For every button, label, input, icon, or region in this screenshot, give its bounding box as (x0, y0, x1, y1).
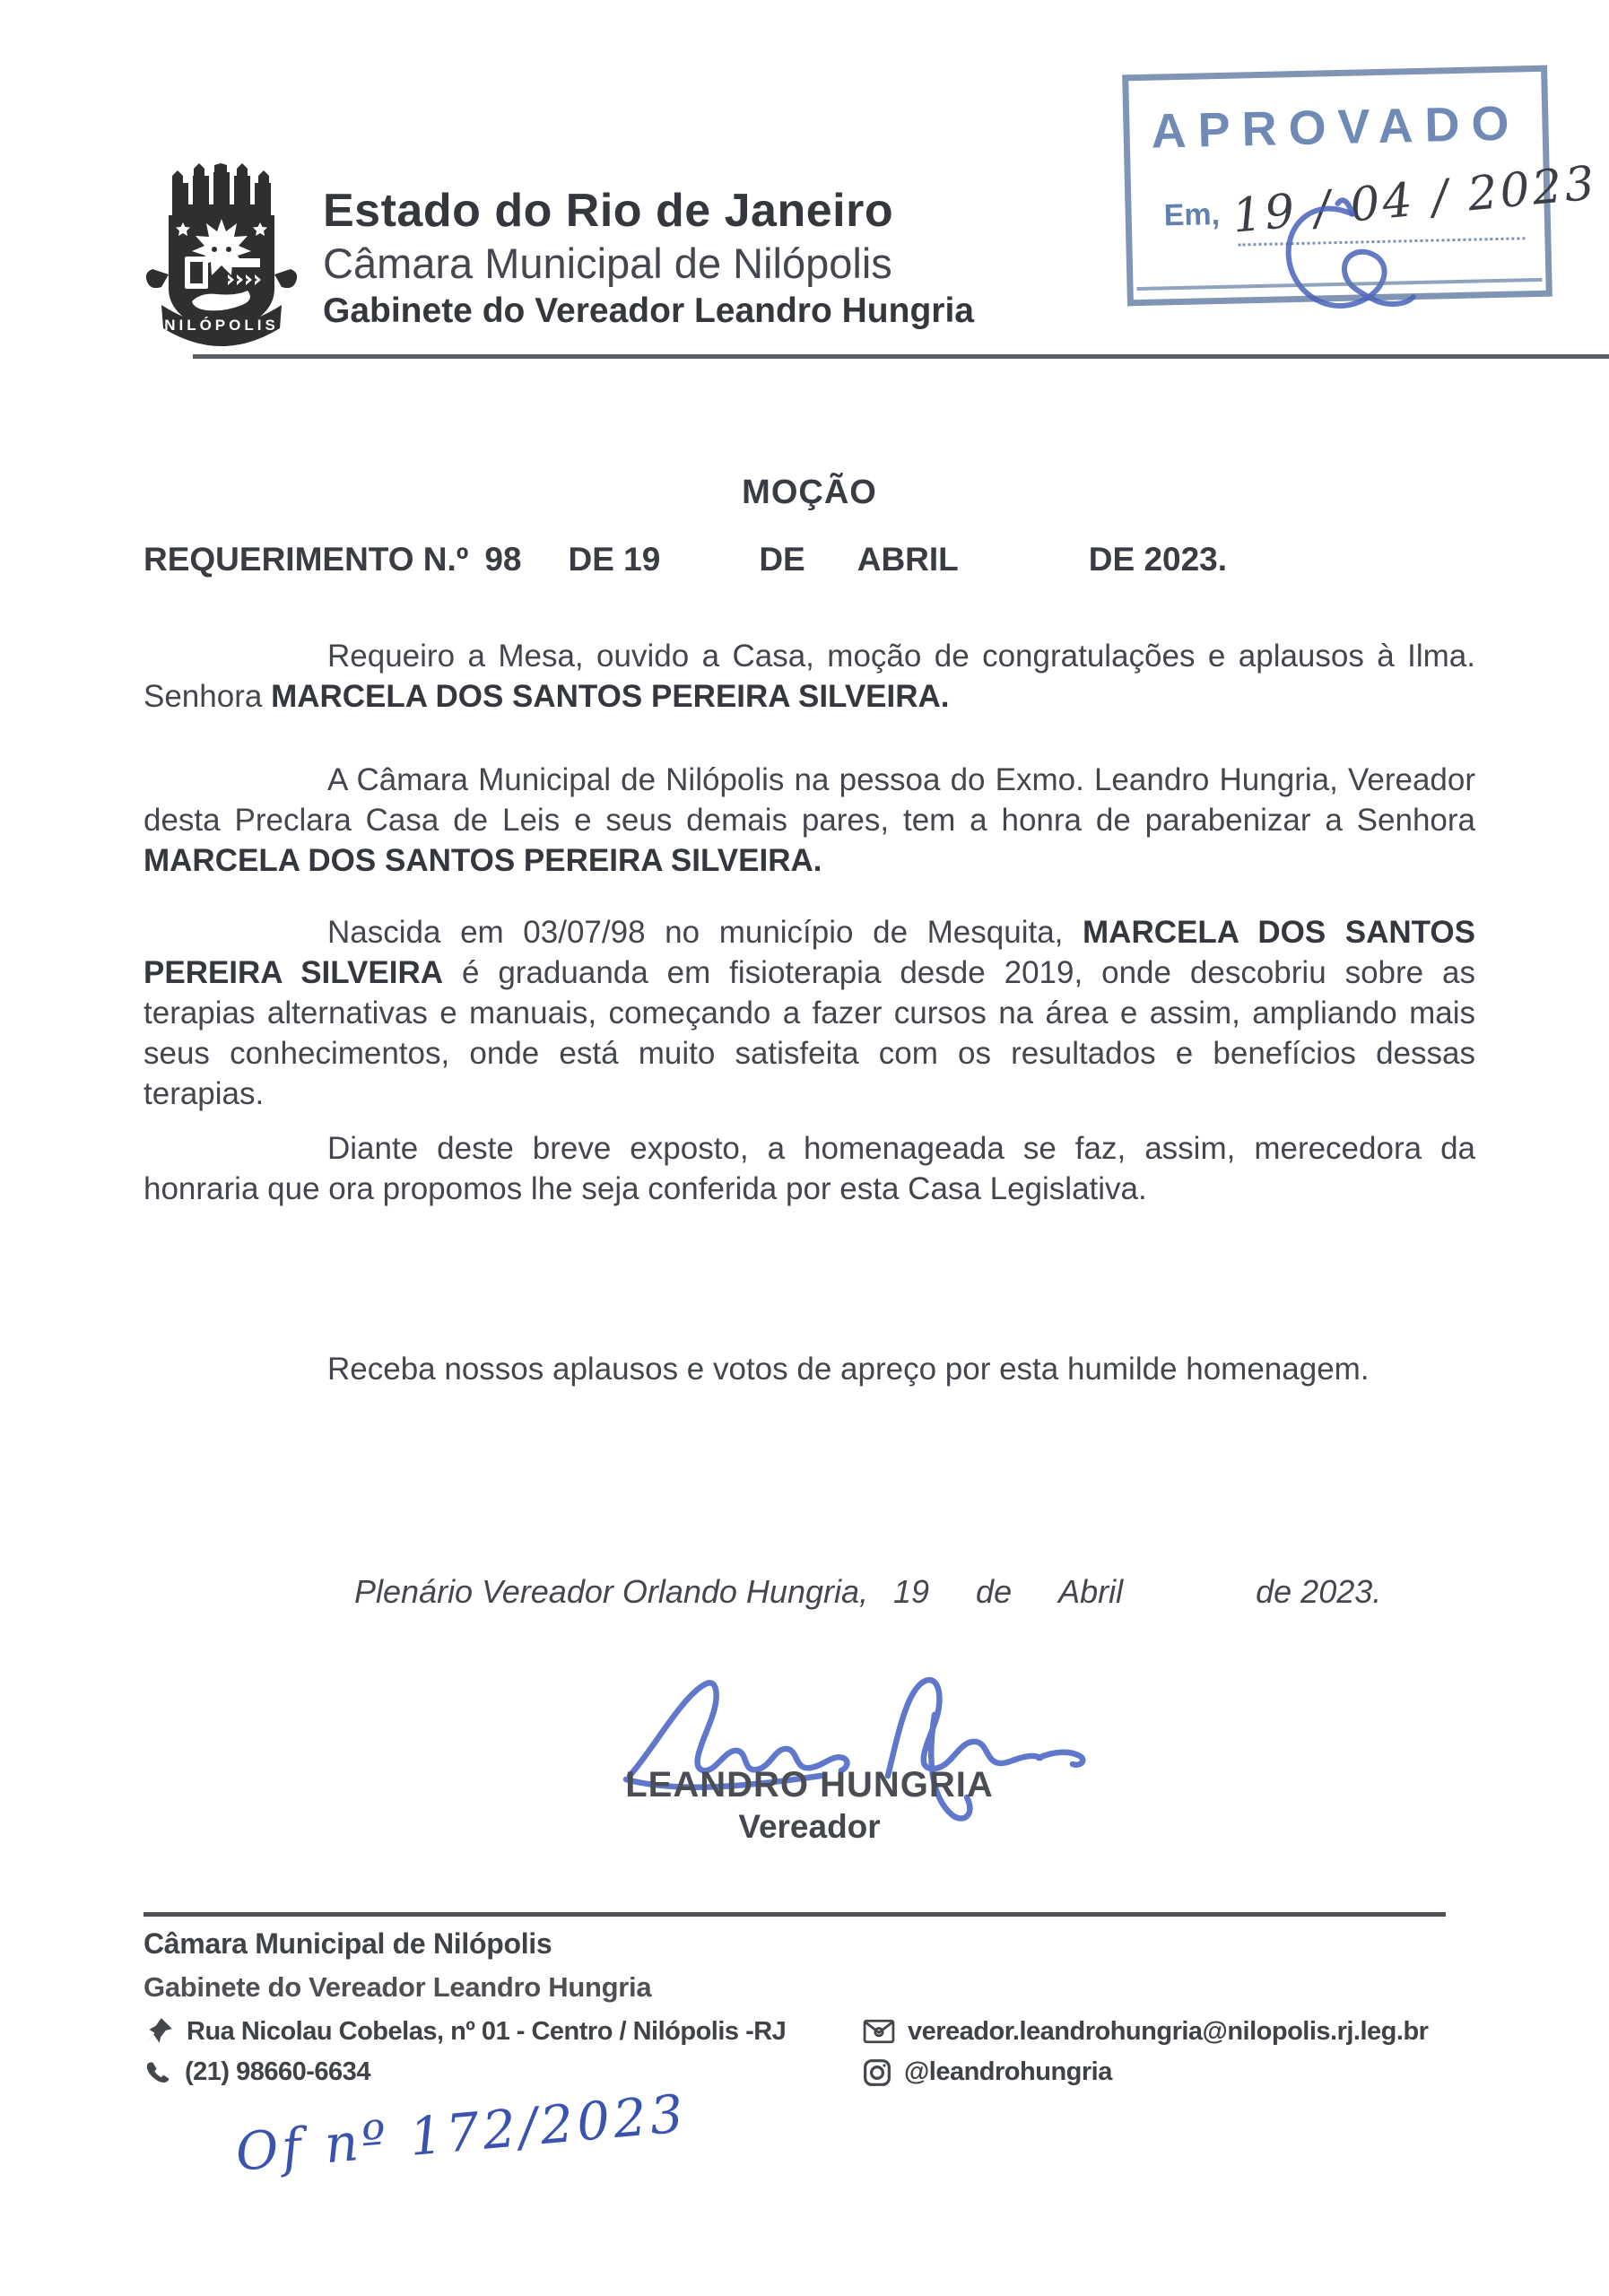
letterhead (323, 185, 974, 331)
requerimento-line: REQUERIMENTO N.º 98 DE 19 DE ABRIL DE 2023. (144, 541, 1228, 578)
email-row (863, 2016, 1446, 2047)
social-text: @leandrohungria (904, 2057, 1112, 2086)
paragraph: Diante deste breve exposto, a homenageada se faz, assim, merecedora da honraria que ora propomos lhe seja conferida por esta Casa Legislativa. (144, 1131, 1475, 1206)
header-rule (193, 354, 1609, 359)
nilopolis-crest (142, 163, 301, 352)
social-row (863, 2057, 1446, 2087)
paragraph: Requeiro a Mesa, ouvido a Casa, moção de congratulações e aplausos à Ilma. Senhora MARCELA DOS SANTOS PEREIRA SILVEIRA. (144, 639, 1475, 714)
stamp-date-label: Em, (1163, 196, 1221, 233)
stamp-handwritten-date: 19 / 04 / 2023 (1230, 156, 1600, 244)
paragraph: Receba nossos aplausos e votos de apreço por esta humilde homenagem. (327, 1352, 1370, 1387)
phone-row (144, 2057, 863, 2087)
footer-rule (144, 1912, 1446, 1917)
address-text: Rua Nicolau Cobelas, nº 01 - Centro / Nilópolis -RJ (187, 2016, 787, 2046)
doc-title: MOÇÃO (742, 474, 877, 511)
paragraph: A Câmara Municipal de Nilópolis na pessoa do Exmo. Leandro Hungria, Vereador desta Preclara Casa de Leis e seus demais pares, tem a honra de parabenizar a Senhora MARCELA DOS SANTOS PEREIRA SILVEIRA. (144, 762, 1475, 878)
header-state: Estado do Rio de Janeiro (323, 185, 894, 237)
pushpin-icon (144, 2016, 174, 2047)
signature-scrawl (619, 1661, 1103, 1831)
crest-banner-text: NILÓPOLIS (164, 317, 279, 334)
document-body (144, 474, 1475, 1611)
footer (144, 1912, 1446, 2087)
body-paragraphs (144, 636, 1475, 1389)
approval-stamp (1122, 65, 1600, 307)
signatory-name: LEANDRO HUNGRIA (625, 1765, 994, 1805)
header-office: Gabinete do Vereador Leandro Hungria (323, 291, 974, 330)
stamp-vote-mark (1265, 193, 1430, 331)
footer-office: Gabinete do Vereador Leandro Hungria (144, 1971, 652, 2003)
envelope-icon (863, 2018, 895, 2045)
address-row (144, 2016, 863, 2047)
footer-contacts (144, 2016, 1446, 2087)
header-chamber: Câmara Municipal de Nilópolis (323, 239, 892, 288)
signatory-role: Vereador (738, 1808, 881, 1845)
phone-text: (21) 98660-6634 (185, 2057, 370, 2086)
paragraph: Nascida em 03/07/98 no município de Mesquita, MARCELA DOS SANTOS PEREIRA SILVEIRA é graduanda em fisioterapia desde 2019, onde descobriu sobre as terapias alternativas e manuais, começando a fazer cursos na área e assim, ampliando mais seus conhecimentos, onde está muito satisfeita com os resultados e benefícios dessas terapias. (144, 915, 1476, 1111)
plenario-line: Plenário Vereador Orlando Hungria, 19 de Abril de 2023. (354, 1573, 1382, 1610)
email-text: vereador.leandrohungria@nilopolis.rj.leg.br (908, 2016, 1429, 2046)
stamp-title: APROVADO (1150, 96, 1522, 159)
footer-org: Câmara Municipal de Nilópolis (144, 1927, 552, 1960)
phone-icon (144, 2058, 172, 2087)
handwritten-office-note: Of nº 172/2023 (232, 2083, 690, 2183)
instagram-icon (863, 2058, 891, 2087)
